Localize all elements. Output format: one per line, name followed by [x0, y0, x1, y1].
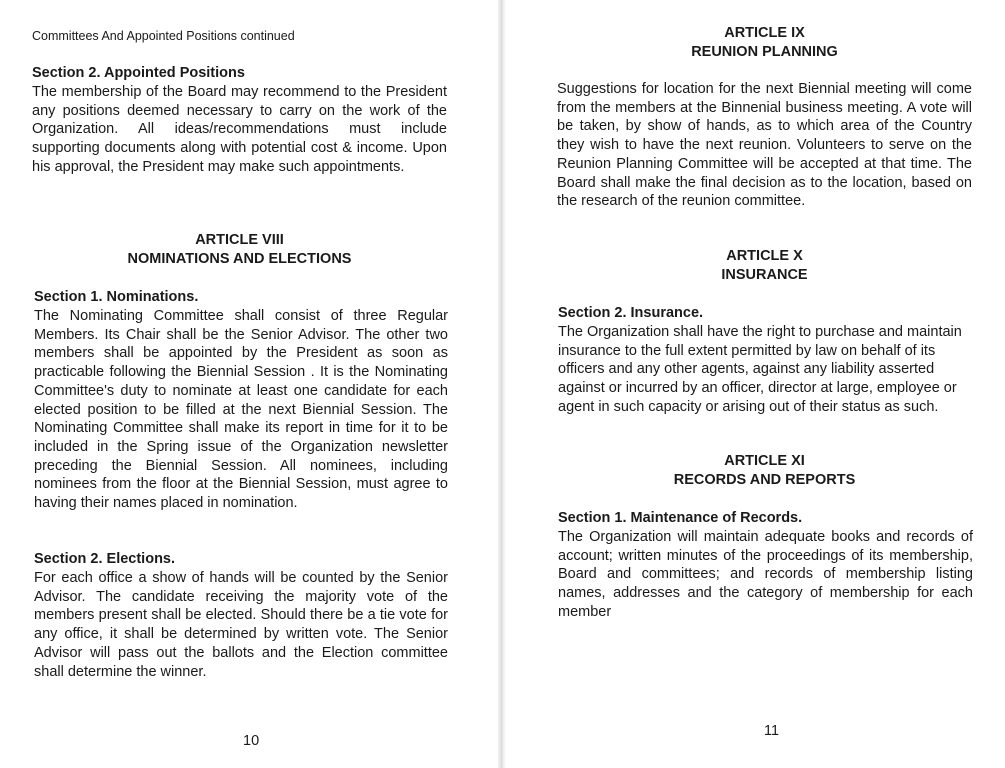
- page-number: 10: [243, 733, 260, 749]
- running-head: Committees And Appointed Positions continued: [32, 29, 295, 43]
- reunion-planning-body: [557, 80, 972, 211]
- section-body: For each office a show of hands will be counted by the Senior Advisor. The candidate receiving the majority vote of the members present shall be elected. Should there be a tie vote for any office, it shall be determined by written vote. The Senior Advisor will pass out the ballots and the Election committee shall determine the winner.: [34, 570, 448, 680]
- section-body: The Organization shall have the right to purchase and maintain insurance to the full extent permitted by law on behalf of its officers and any other agents, against any liability asserted against or incurred by an officer, director at large, employee or agent in such capacity or arising out of their status as such.: [558, 324, 962, 415]
- article-number: ARTICLE XI: [724, 453, 805, 469]
- page-number: 11: [764, 723, 780, 739]
- section-heading: Section 1. Nominations.: [34, 289, 199, 305]
- section-maintenance-of-records: [558, 509, 973, 622]
- section-elections: [34, 550, 448, 681]
- right-page: [505, 0, 1005, 768]
- article-title: REUNION PLANNING: [691, 44, 838, 60]
- section-body: The Nominating Committee shall consist of three Regular Members. Its Chair shall be the Senior Advisor. The other two members shall be appointed by the President as soon as practicable following the Biennial Session . It is the Nominating Committee's duty to nominate at least one candidate for each elected position to be filled at the next Biennial Session. The Nominating Committee shall make its report in time for it to be included in the Spring issue of the Organization newsletter preceding the Biennial Session. All nominees, including nominees from the floor at the Biennial Session, must agree to having their names placed in nomination.: [34, 308, 448, 512]
- article-ix-heading: [557, 24, 972, 62]
- section-appointed-positions: [32, 64, 447, 177]
- article-viii-heading: [32, 231, 447, 269]
- article-number: ARTICLE IX: [724, 25, 805, 41]
- section-heading: Section 2. Insurance.: [558, 305, 704, 321]
- article-x-heading: [557, 247, 972, 285]
- article-number: ARTICLE VIII: [195, 232, 284, 248]
- section-body: The Organization will maintain adequate books and records of account; written minutes of the proceedings of its membership, Board and committees; and records of membership listing names, addresses and the category of membership for each member: [558, 529, 973, 620]
- article-xi-heading: [557, 452, 972, 490]
- section-heading: Section 2. Elections.: [34, 551, 176, 567]
- article-title: RECORDS AND REPORTS: [673, 472, 856, 488]
- article-number: ARTICLE X: [726, 248, 803, 264]
- section-heading: Section 2. Appointed Positions: [32, 65, 245, 81]
- section-heading: Section 1. Maintenance of Records.: [558, 510, 803, 526]
- article-title: INSURANCE: [721, 267, 808, 283]
- section-body: The membership of the Board may recommend to the President any positions deemed necessary to carry on the work of the Organization. All ideas/recommendations must include supporting documents along with potential cost & income. Upon his approval, the President may make such appointments.: [32, 84, 447, 175]
- left-page: [0, 0, 500, 768]
- article-title: NOMINATIONS AND ELECTIONS: [127, 251, 352, 267]
- article-body: Suggestions for location for the next Biennial meeting will come from the members at the Binnenial business meeting. A vote will be taken, by show of hands, as to which area of the Country they wish to have the next reunion. Volunteers to serve on the Reunion Planning Committee will be accepted at that time. The Board shall make the final decision as to the location, based on the research of the reunion committee.: [557, 81, 972, 210]
- section-insurance: [558, 304, 973, 417]
- section-nominations: [34, 288, 448, 513]
